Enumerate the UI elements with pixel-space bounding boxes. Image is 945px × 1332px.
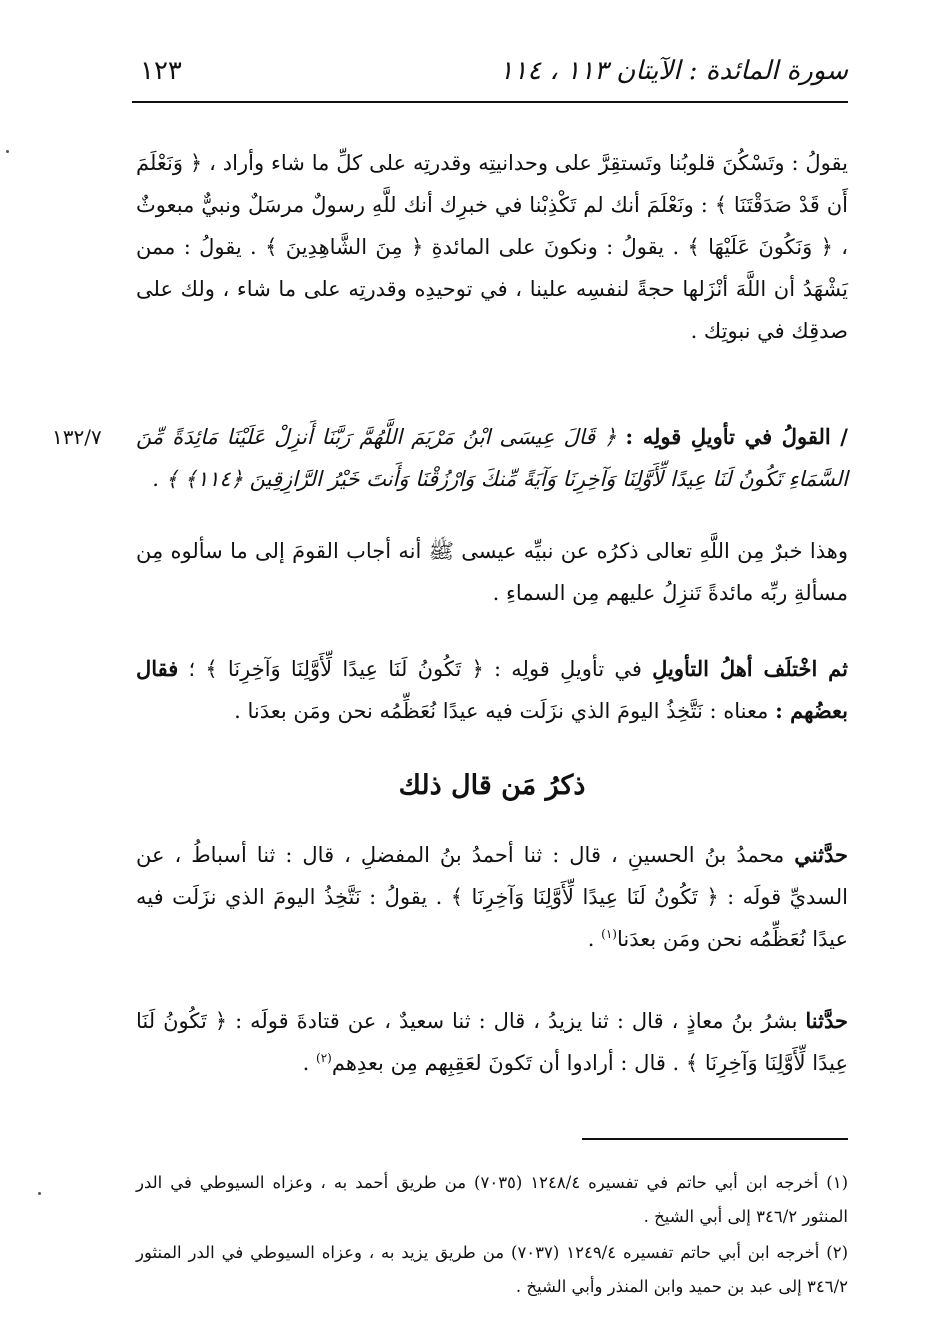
paragraph-4-lead: ثم اخْتلَف أهلُ التأويلِ [652,656,848,681]
paragraph-4-mid: في تأويلِ قولِه : ﴿ تَكُونُ لَنَا عِيدًا لِّأَوَّلِنَا وَآخِرِنَا ﴾ ؛ [188,657,642,681]
scan-speck [6,150,9,153]
page-number: ١٢٣ [140,56,182,86]
paragraph-4-lead-2: فقال بعضُهم : [136,656,848,723]
paragraph-6-text: بشرُ بنُ معاذٍ ، قال : ثنا يزيدُ ، قال : ثنا سعيدٌ ، عن قتادةَ قولَه : ﴿ تَكُونُ لَنَا عِيدًا لِّأَوَّلِنَا وَآخِرِنَا ﴾ . قال : أرادوا أن تَكونَ لعَقِبِهم مِن بعدِهم [136,1009,848,1075]
paragraph-4-text: معناه : نَتَّخِذُ اليومَ الذي نزَلَت فيه عيدًا نُعَظِّمُه نحن ومَن بعدَنا . [234,699,769,723]
paragraph-2-verse: ﴿ قَالَ عِيسَى ابْنُ مَرْيَمَ اللَّهُمَّ رَبَّنَا أَنزِلْ عَلَيْنَا مَائِدَةً مِّنَ السَّمَاءِ تَكُونُ لَنَا عِيدًا لِّأَوَّلِنَا وَآخِرِنَا وَآيَةً مِّنكَ وَارْزُقْنَا وَأَنتَ خَيْرُ الرَّازِقِينَ ﴿١١٤﴾ ﴾ . [136,425,848,491]
paragraph-2 [136,416,848,500]
header-rule [132,101,848,103]
paragraph-6-end: . [302,1051,317,1075]
footnote-ref-2: (٢) [316,1051,332,1065]
paragraph-5-lead: حدَّثني [794,842,848,867]
paragraph-2-lead: / القولُ في تأويلِ قولِه : [625,424,848,449]
paragraph-5 [136,834,848,960]
paragraph-6 [136,1000,848,1084]
paragraph-3-text: وهذا خبرٌ مِن اللَّهِ تعالى ذكرُه عن نبيِّه عيسى ﷺ أنه أجاب القومَ إلى ما سألوه مِن مسألةِ ربِّه مائدةً تَنزِلُ عليهم مِن السماءِ . [136,539,848,605]
paragraph-3 [136,530,848,614]
paragraph-1 [136,142,848,352]
paragraph-5-end: . [587,927,602,951]
running-header [132,50,848,98]
paragraph-4 [136,648,848,732]
footnote-2: (٢) أخرجه ابن أبي حاتم تفسيره ١٢٤٩/٤ (٧٠٣٧) من طريق يزيد به ، وعزاه السيوطي في الدر المنثور ٣٤٦/٢ إلى عبد بن حميد وابن المنذر وأبي الشيخ . [136,1243,849,1296]
surah-title: سورة المائدة : الآيتان ١١٣ ، ١١٤ [499,56,848,86]
paragraph-6-lead: حدَّثنا [805,1008,848,1033]
paragraph-5-text: محمدُ بنُ الحسينِ ، قال : ثنا أحمدُ بنُ المفضلِ ، قال : ثنا أسباطُ ، عن السديِّ قولَه : ﴿ تَكُونُ لَنَا عِيدًا لِّأَوَّلِنَا وَآخِرِنَا ﴾ . يقولُ : نَتَّخِذُ اليومَ الذي نزَلَت فيه عيدًا نُعَظِّمُه نحن ومَن بعدَنا [136,843,848,951]
footnote-rule [582,1138,848,1140]
footnote-ref-1: (١) [601,927,617,941]
paragraph-1-text: يقولُ : وتَسْكُنَ قلوبُنا وتَستقِرَّ على وحدانيتِه وقدرتِه على كلِّ ما شاء وأراد ، ﴿ وَنَعْلَمَ أَن قَدْ صَدَقْتَنَا ﴾ : ونَعْلَمَ أنك لم تَكْذِبْنا في خبرِك أنك للَّهِ رسولٌ مرسَلٌ ونبيٌّ مبعوثٌ ، ﴿ وَنَكُونَ عَلَيْهَا ﴾ . يقولُ : ونكونَ على المائدةِ ﴿ مِنَ الشَّاهِدِينَ ﴾ . يقولُ : ممن يَشْهَدُ أن اللَّهَ أنْزَلها حجةً لنفسِه علينا ، في توحيدِه وقدرتِه على ما شاء ، ولك على صدقِك في نبوتِك . [136,151,848,343]
footnote-1: (١) أخرجه ابن أبي حاتم في تفسيره ١٢٤٨/٤ (٧٠٣٥) من طريق أحمد به ، وعزاه السيوطي في الدر المنثور ٣٤٦/٢ إلى أبي الشيخ . [136,1173,849,1226]
section-heading: ذكرُ مَن قال ذلك [398,770,586,801]
scan-speck [38,1192,41,1195]
margin-reference: ١٣٢/٧ [52,425,102,449]
